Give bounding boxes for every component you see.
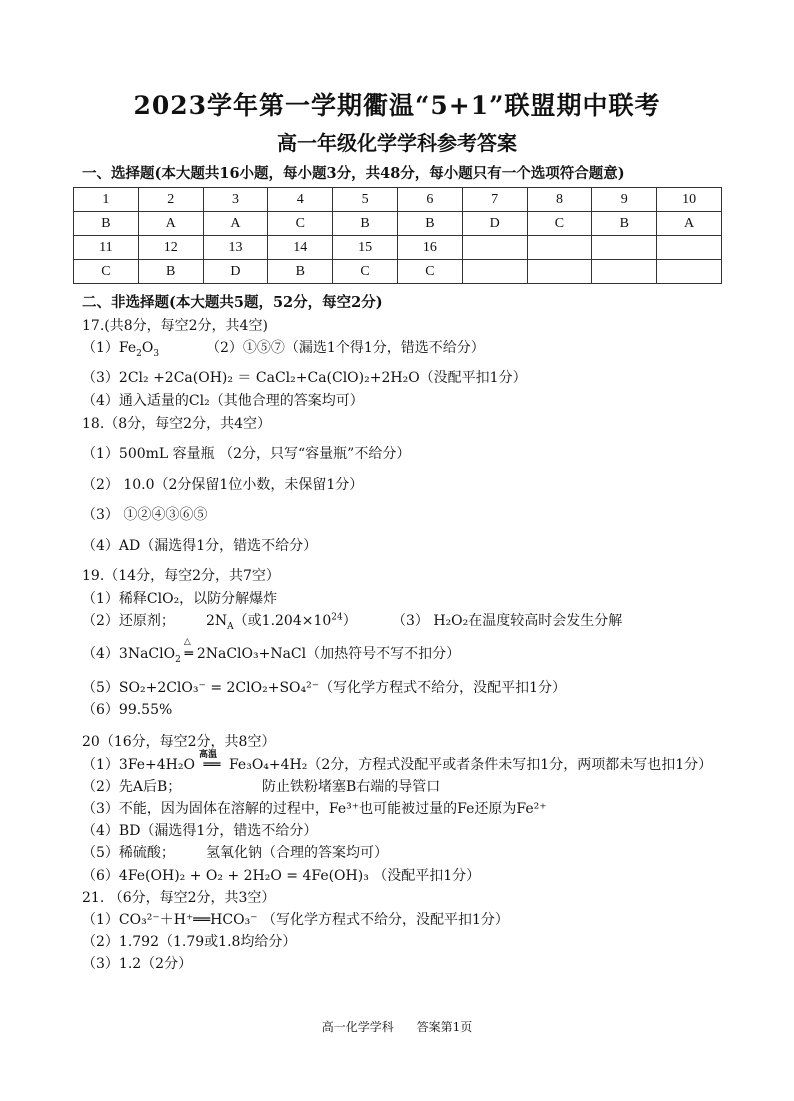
question-number-cell: 16 [397,236,462,260]
q21-answer-1: （1）CO₃²⁻＋H⁺══HCO₃⁻ （写化学方程式不给分，没配平扣1分） [82,912,509,928]
answer-cell [527,260,592,284]
heat-condition-mark: △ [183,637,191,647]
q19-answer-1: （1）稀释ClO₂，以防分解爆炸 [82,591,278,607]
answer-cell: D [203,260,268,284]
answer-cell: B [138,260,203,284]
question-number-cell: 4 [268,188,333,212]
answer-cell [462,260,527,284]
q20-answer-6: （6）4Fe(OH)₂ + O₂ + 2H₂O = 4Fe(OH)₃ （没配平扣1分） [82,868,481,884]
answer-cell: B [333,212,398,236]
q18-answer-2: （2） 10.0（2分保留1位小数，未保留1分） [82,477,364,493]
q20-heading: 20（16分，每空2分，共8空） [82,734,276,750]
question-number-cell: 10 [657,188,722,212]
q21-heading: 21. （6分，每空2分，共3空） [82,890,276,906]
answer-cell: C [333,260,398,284]
answer-cell: A [657,212,722,236]
question-number-cell: 8 [527,188,592,212]
question-number-row [74,188,722,212]
question-number-row [74,236,722,260]
answer-cell: B [74,212,139,236]
q21-answer-3: （3）1.2（2分） [82,956,193,972]
q19-heading: 19.（14分，每空2分，共7空） [82,568,280,584]
q19-answer-3: （3） H₂O₂在温度较高时会发生分解 [392,613,623,629]
q18-answer-1: （1）500mL 容量瓶 （2分，只写“容量瓶”不给分） [82,446,411,462]
question-number-cell: 7 [462,188,527,212]
question-number-cell: 12 [138,236,203,260]
q19-answer-4: （4）3NaClO$_2$ △ ═ 2NaClO₃+NaCl（加热符号不写不扣分） [82,637,461,665]
q17-answer-2: （2）①⑤⑦（漏选1个得1分，错选不给分） [206,340,485,356]
question-number-cell: 11 [74,236,139,260]
answer-cell: C [74,260,139,284]
answer-cell: C [527,212,592,236]
q18-answer-3: （3） ①②④③⑥⑤ [82,507,208,523]
answer-cell [592,260,657,284]
question-number-cell: 3 [203,188,268,212]
answer-cell: A [203,212,268,236]
q18-answer-4: （4）AD（漏选得1分，错选不给分） [82,538,318,554]
q17-answer-4: （4）通入适量的Cl₂（其他合理的答案均可） [82,393,364,409]
question-number-cell: 1 [74,188,139,212]
question-number-cell: 6 [397,188,462,212]
q20-answer-5a: （5）稀硫酸； [82,845,175,861]
q19-answer-6: （6）99.55% [82,702,173,718]
q18-heading: 18.（8分，每空2分，共4空） [82,416,271,432]
answer-row [74,212,722,236]
question-number-cell: 2 [138,188,203,212]
answer-cell: A [138,212,203,236]
question-number-cell [462,236,527,260]
page-footer [0,1018,794,1035]
question-number-cell [592,236,657,260]
q21-answer-2: （2）1.792（1.79或1.8均给分） [82,934,297,950]
q17-heading: 17.(共8分，每空2分，共4空) [82,318,268,334]
question-number-cell: 5 [333,188,398,212]
question-number-cell: 14 [268,236,333,260]
footer-page: 答案第1页 [416,1020,473,1034]
q20-answer-5b: 氢氧化钠（合理的答案均可） [206,845,388,861]
answer-cell: B [397,212,462,236]
section-2-heading: 二、非选择题(本大题共5题，52分，每空2分) [82,294,383,311]
q20-answer-3: （3）不能，因为固体在溶解的过程中，Fe³⁺也可能被过量的Fe还原为Fe²⁺ [82,801,547,817]
q19-answer-2a: （2）还原剂； [82,613,175,629]
q20-answer-1: （1）3Fe+4H₂O 高温 ══ Fe₃O₄+4H₂（2分，方程式没配平或者条件未写扣1分，两项都未写也扣1分） [82,754,712,774]
answer-table [73,187,722,284]
question-number-cell: 15 [333,236,398,260]
answer-cell: D [462,212,527,236]
high-temp-condition: 高温 [198,750,217,760]
answer-row [74,260,722,284]
q20-answer-2b: 防止铁粉堵塞B右端的导管口 [262,779,441,795]
footer-subject: 高一化学学科 [321,1020,394,1034]
q19-answer-2b: $2N_A$（或$1.204\times 10^{24}$） [206,612,357,632]
answer-cell: C [268,212,333,236]
section-1-heading: 一、选择题(本大题共16小题，每小题3分，共48分，每小题只有一个选项符合题意) [82,165,625,182]
q20-answer-4: （4）BD（漏选得1分，错选不给分） [82,823,318,839]
answer-cell: B [592,212,657,236]
question-number-cell: 9 [592,188,657,212]
q20-answer-2a: （2）先A后B； [82,779,182,795]
q17-answer-3: （3）2Cl₂ +2Ca(OH)₂ ＝ CaCl₂+Ca(ClO)₂+2H₂O（没配平扣1分） [82,370,527,386]
answer-cell: C [397,260,462,284]
page-subtitle: 高一年级化学学科参考答案 [277,131,517,155]
question-number-cell [527,236,592,260]
answer-cell: B [268,260,333,284]
q19-answer-5: （5）SO₂+2ClO₃⁻ = 2ClO₂+SO₄²⁻（写化学方程式不给分，没配平扣1分） [82,680,567,696]
page-title: 2023学年第一学期衢温“5+1”联盟期中联考 [133,91,661,120]
q17-answer-1: $(1)Fe_2O_3$ [82,340,160,359]
answer-cell [657,260,722,284]
question-number-cell: 13 [203,236,268,260]
question-number-cell [657,236,722,260]
